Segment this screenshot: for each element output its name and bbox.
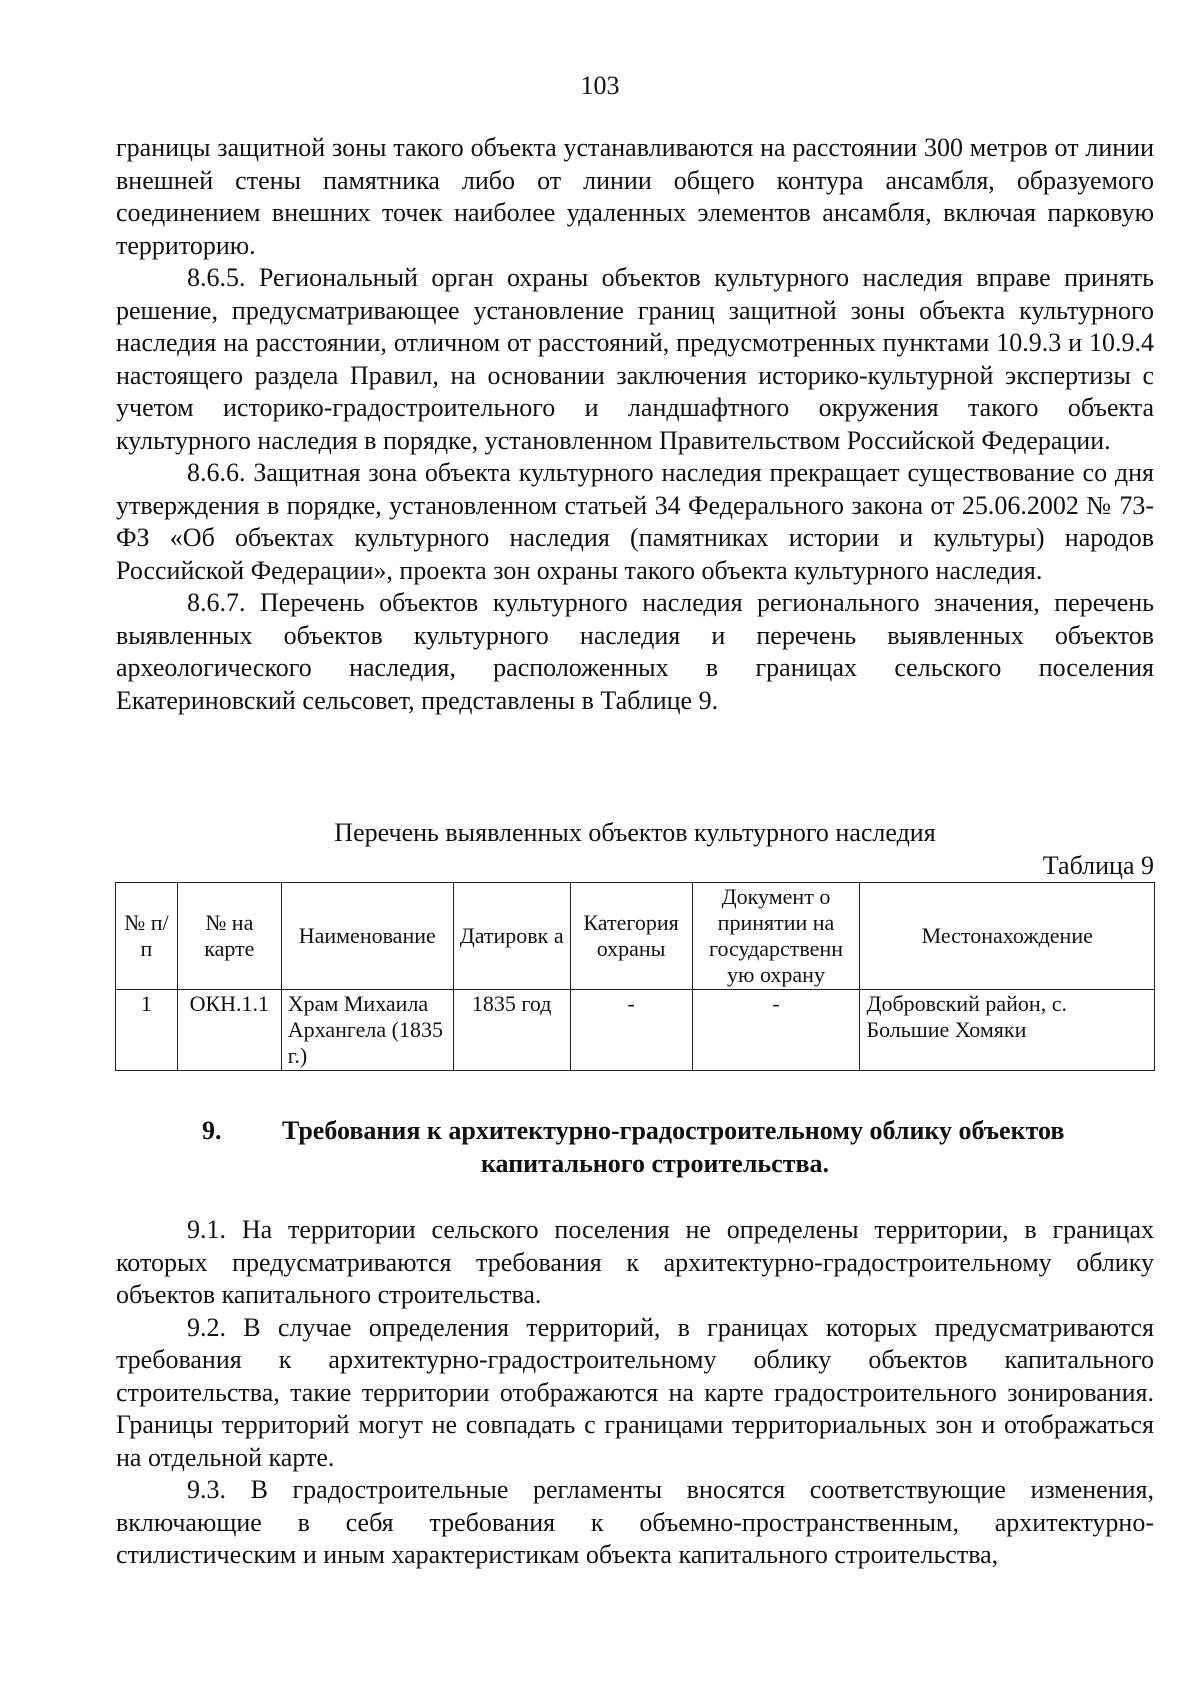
paragraph-9-2: 9.2. В случае определения территорий, в границах которых предусматриваются требования к архитектурно-градостроительному облику объектов капитального строительства, такие территории отображаются на карте градостроительного зонирования. Границы территорий могут не совпадать с границами территориальных зон и отображаться на отдельной карте.: [116, 1312, 1154, 1472]
paragraph-continuation: границы защитной зоны такого объекта устанавливаются на расстоянии 300 метров от линии внешней стены памятника либо от линии общего контура ансамбля, образуемого соединением внешних точек наиболее удаленных элементов ансамбля, включая парковую территорию.: [116, 133, 1154, 260]
section-number: 9.: [202, 1116, 222, 1145]
paragraph-8-6-7: 8.6.7. Перечень объектов культурного наследия регионального значения, перечень выявленных объектов культурного наследия и перечень выявленных объектов археологического наследия, расположенных в границах сельского поселения Екатериновский сельсовет, представлены в Таблице 9.: [116, 588, 1154, 715]
header-location: Местонахождение: [860, 883, 1155, 990]
cell-name: Храм Михаила Архангела (1835 г.): [281, 990, 453, 1071]
section-heading: [116, 1114, 1154, 1180]
header-name: Наименование: [281, 883, 453, 990]
paragraph-8-6-6: 8.6.6. Защитная зона объекта культурного наследия прекращает существование со дня утверждения в порядке, установленном статьей 34 Федерального закона от 25.06.2002 № 73-ФЗ «Об объектах культурного наследия (памятниках истории и культуры) народов Российской Федерации», проекта зон охраны такого объекта культурного наследия.: [116, 458, 1154, 585]
table-number-label: Таблица 9: [1042, 851, 1154, 880]
text-block-top: [116, 132, 1154, 717]
page-number: 103: [580, 71, 620, 100]
cell-dating: 1835 год: [453, 990, 570, 1071]
section-title-line1: Требования к архитектурно-градостроительному облику объектов: [282, 1116, 1065, 1145]
text-block-bottom: [116, 1214, 1154, 1572]
cell-location: Добровский район, с. Большие Хомяки: [860, 990, 1155, 1071]
heritage-objects-table: [115, 882, 1155, 1071]
section-title-line2: капитального строительства.: [480, 1149, 830, 1178]
paragraph-8-6-5: 8.6.5. Региональный орган охраны объектов культурного наследия вправе принять решение, предусматривающее установление границ защитной зоны объекта культурного наследия на расстоянии, отличном от расстояний, предусмотренных пунктами 10.9.3 и 10.9.4 настоящего раздела Правил, на основании заключения историко-культурной экспертизы с учетом историко-градостроительного и ландшафтного окружения такого объекта культурного наследия в порядке, установленном Правительством Российской Федерации.: [116, 263, 1154, 455]
cell-map-num: ОКН.1.1: [177, 990, 281, 1071]
cell-category: -: [570, 990, 692, 1071]
header-category: Категория охраны: [570, 883, 692, 990]
table-row: [116, 990, 1155, 1071]
header-dating: Датировк а: [453, 883, 570, 990]
paragraph-9-1: 9.1. На территории сельского поселения не определены территории, в границах которых предусматриваются требования к архитектурно-градостроительному облику объектов капитального строительства.: [116, 1215, 1154, 1309]
cell-document: -: [692, 990, 860, 1071]
header-map-num: № на карте: [177, 883, 281, 990]
header-document: Документ о принятии на государственн ую охрану: [692, 883, 860, 990]
table-caption: Перечень выявленных объектов культурного наследия: [334, 818, 936, 847]
cell-num: 1: [116, 990, 178, 1071]
paragraph-9-3: 9.3. В градостроительные регламенты вносятся соответствующие изменения, включающие в себя требования к объемно-пространственным, архитектурно-стилистическим и иным характеристикам объекта капитального строительства,: [116, 1475, 1154, 1569]
table-header-row: [116, 883, 1155, 990]
header-num: № п/п: [116, 883, 178, 990]
